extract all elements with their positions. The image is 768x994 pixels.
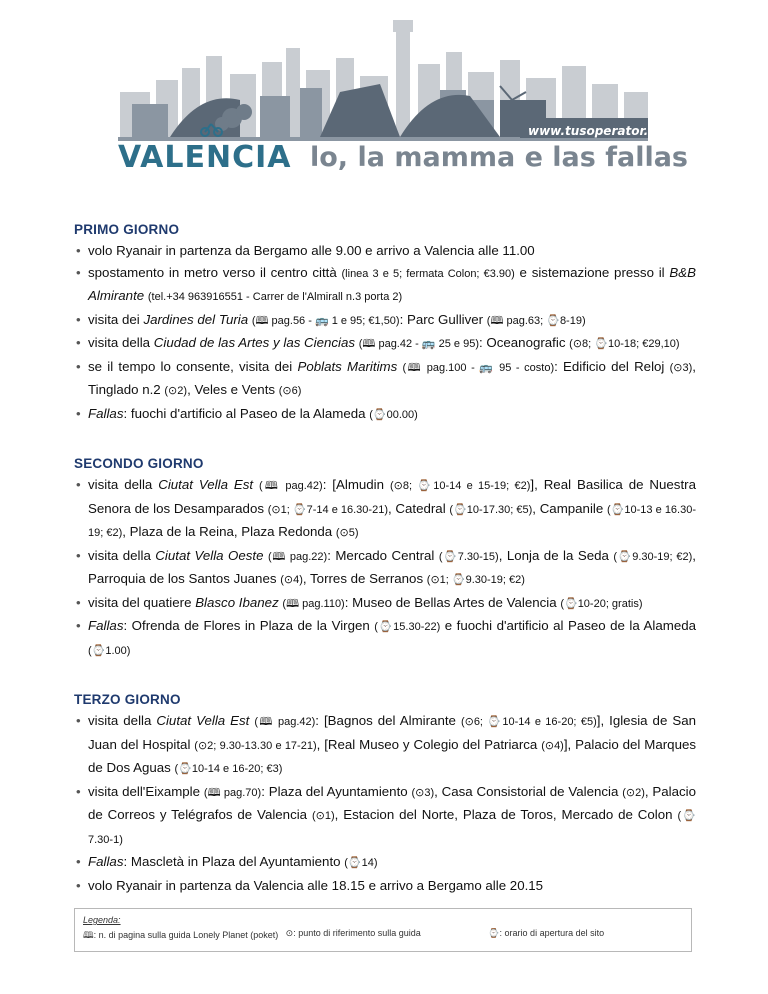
- item-text: visita della: [88, 335, 154, 350]
- day-heading: TERZO GIORNO: [74, 692, 181, 707]
- item-detail: (⌚00.00): [369, 408, 418, 421]
- item-text: : Plaza del Ayuntamiento: [261, 783, 412, 799]
- item-detail: (⊙1; ⌚7-14 e 16.30-21): [267, 503, 388, 516]
- item-text: ], Iglesia de San Juan del Hospital: [88, 713, 697, 752]
- item-detail: (⌚15.30-22): [374, 621, 441, 633]
- item-detail: (⊙6): [278, 385, 302, 397]
- item-text: Fallas: [88, 854, 124, 869]
- item-text: Fallas: [88, 405, 124, 421]
- item-detail: (⌚1.00): [88, 644, 131, 657]
- item-text: Ciutat Vella Oeste: [155, 547, 264, 563]
- item-text: visita della: [88, 477, 159, 492]
- item-text: visita della: [88, 547, 156, 563]
- day-1: [74, 220, 696, 426]
- item-detail: (linea 3 e 5; fermata Colon; €3.90): [341, 267, 515, 280]
- item-text: e fuochi d'artificio al Paseo de la Alameda: [440, 618, 697, 633]
- item-text: se il tempo lo consente, visita dei: [88, 358, 298, 374]
- item-detail: (⊙1): [311, 810, 335, 822]
- item-detail: (🕮 pag.56 - 🚌 1 e 95; €1,50): [251, 314, 400, 327]
- item-detail: (⊙6; ⌚10-14 e 16-20; €5): [460, 716, 597, 728]
- page-subtitle: lo, la mamma e las fallas: [310, 142, 688, 173]
- header-banner: [0, 0, 768, 185]
- item-detail: (⊙4): [541, 739, 564, 752]
- item-text: Ciutat Vella Est: [158, 477, 254, 492]
- item-detail: (🕮 pag.70): [203, 786, 262, 799]
- item-text: , Campanile: [532, 500, 607, 516]
- itinerary-item: [74, 781, 696, 852]
- day-items: [74, 474, 696, 662]
- itinerary: [74, 220, 696, 924]
- item-text: visita della: [88, 713, 157, 728]
- itinerary-item: [74, 615, 696, 662]
- item-detail: (⊙3): [669, 361, 693, 374]
- item-text: : Edificio del Reloj: [554, 358, 670, 374]
- day-items: [74, 710, 696, 896]
- itinerary-item: [74, 851, 696, 875]
- item-text: : Museo de Bellas Artes de Valencia: [344, 594, 561, 610]
- item-detail: (⌚10-20; gratis): [560, 597, 643, 610]
- item-text: , Casa Consistorial de Valencia: [434, 783, 623, 799]
- item-text: Fallas: [88, 618, 124, 633]
- item-text: , Palacio de Correos y Telégrafos de Valencia: [88, 783, 697, 822]
- item-text: : fuochi d'artificio al Paseo de la Alameda: [123, 405, 370, 421]
- item-text: , Torres de Serranos: [302, 571, 427, 586]
- item-detail: (🕮 pag.42): [254, 716, 316, 728]
- itinerary-item: [74, 309, 696, 333]
- item-text: , [Real Museo y Colegio del Patriarca: [316, 736, 542, 752]
- itinerary-item: [74, 240, 696, 262]
- itinerary-item: [74, 592, 696, 616]
- item-text: e sistemazione presso il: [514, 264, 670, 280]
- item-detail: (⊙8; ⌚10-14 e 15-19; €2): [389, 480, 531, 492]
- item-text: : Mascletà in Plaza del Ayuntamiento: [123, 854, 345, 869]
- page-title: VALENCIA: [118, 140, 292, 175]
- item-detail: (⊙2; 9.30-13.30 e 17-21): [194, 739, 317, 752]
- item-text: spostamento in metro verso il centro città: [88, 264, 342, 280]
- item-detail: (⌚10-14 e 16-20; €3): [174, 763, 283, 775]
- item-detail: (tel.+34 963916551 - Carrer de l'Almirall n.3 porta 2): [147, 291, 403, 303]
- item-text: ], Palacio del Marques de Dos Aguas: [88, 736, 697, 775]
- item-text: ], Real Basilica de Nuestra Senora de los Desamparados: [88, 477, 696, 516]
- legend-box: [74, 908, 692, 952]
- item-detail: (⌚14): [344, 857, 378, 869]
- legend-entry-landmark: ⊙: punto di riferimento sulla guida: [285, 928, 421, 938]
- item-text: , Tinglado n.2: [88, 358, 696, 397]
- item-detail: (🕮 pag.63; ⌚8-19): [486, 314, 586, 327]
- item-text: visita dei: [88, 311, 144, 327]
- item-text: volo Ryanair in partenza da Bergamo alle 9.00 e arrivo a Valencia alle 11.00: [88, 243, 535, 258]
- day-3: [74, 690, 696, 896]
- item-text: : [Almudin: [322, 477, 390, 492]
- item-text: , Estacion del Norte, Plaza de Toros, Mercado de Colon: [334, 807, 678, 822]
- item-text: : Ofrenda de Flores in Plaza de la Virgen: [123, 618, 375, 633]
- itinerary-item: [74, 403, 696, 427]
- itinerary-item: [74, 262, 696, 309]
- item-detail: (⌚10-17.30; €5): [449, 503, 533, 516]
- day-2: [74, 454, 696, 662]
- item-text: Jardines del Turia: [143, 311, 249, 327]
- item-text: , Parroquia de los Santos Juanes: [88, 547, 696, 586]
- item-detail: (⌚7.30-1): [88, 810, 696, 846]
- day-items: [74, 240, 696, 426]
- itinerary-item: [74, 875, 696, 897]
- item-text: : Mercado Central: [327, 547, 439, 563]
- item-text: , Veles e Vents: [187, 382, 279, 397]
- item-detail: (⌚7.30-15): [438, 550, 499, 563]
- item-detail: (⊙8; ⌚10-18; €29,10): [569, 338, 680, 350]
- item-detail: (⊙4): [280, 574, 303, 586]
- itinerary-item: [74, 474, 696, 545]
- item-detail: (🕮 pag.42): [259, 480, 323, 492]
- site-url: www.tusoperator.it: [528, 124, 659, 138]
- legend-entries: [83, 928, 691, 944]
- day-heading: PRIMO GIORNO: [74, 222, 180, 237]
- itinerary-item: [74, 356, 696, 403]
- item-text: , Lonja de la Seda: [498, 547, 614, 563]
- item-text: , Plaza de la Reina, Plaza Redonda: [122, 524, 336, 539]
- itinerary-item: [74, 332, 696, 356]
- item-text: : Parc Gulliver: [399, 311, 487, 327]
- item-detail: (⊙2): [164, 385, 188, 397]
- item-detail: (⊙1; ⌚9.30-19; €2): [426, 574, 525, 586]
- item-detail: (⌚10-13 e 16.30-19; €2): [88, 503, 697, 539]
- item-detail: (🕮 pag.42 - 🚌 25 e 95): [358, 338, 479, 350]
- item-text: Ciutat Vella Est: [156, 713, 250, 728]
- day-heading: SECONDO GIORNO: [74, 456, 204, 471]
- item-text: volo Ryanair in partenza da Valencia alle 18.15 e arrivo a Bergamo alle 20.15: [88, 877, 544, 893]
- item-text: visita dell'Eixample: [88, 783, 204, 799]
- itinerary-item: [74, 710, 696, 781]
- item-text: Ciudad de las Artes y las Ciencias: [153, 335, 356, 350]
- item-text: : [Bagnos del Almirante: [315, 713, 461, 728]
- item-text: , Catedral: [387, 500, 450, 516]
- item-detail: (🕮 pag.100 - 🚌 95 - costo): [402, 361, 555, 374]
- item-detail: (🕮 pag.22): [267, 550, 328, 563]
- itinerary-item: [74, 545, 696, 592]
- item-detail: (⊙2): [622, 786, 645, 799]
- legend-entry-page: 🕮: n. di pagina sulla guida Lonely Planet (poket): [83, 930, 279, 940]
- item-text: B&B Almirante: [88, 264, 696, 303]
- item-text: Poblats Maritims: [297, 358, 398, 374]
- item-text: Blasco Ibanez: [195, 594, 279, 610]
- item-detail: (⌚9.30-19; €2): [613, 550, 693, 563]
- item-text: visita del quatiere: [88, 594, 196, 610]
- item-detail: (⊙3): [411, 786, 435, 799]
- item-detail: (⊙5): [335, 527, 359, 539]
- legend-entry-hours: ⌚: orario di apertura del sito: [488, 928, 605, 938]
- item-detail: (🕮 pag.110): [282, 597, 345, 610]
- legend-title: Legenda:: [83, 915, 121, 925]
- item-text: : Oceanografic: [479, 335, 570, 350]
